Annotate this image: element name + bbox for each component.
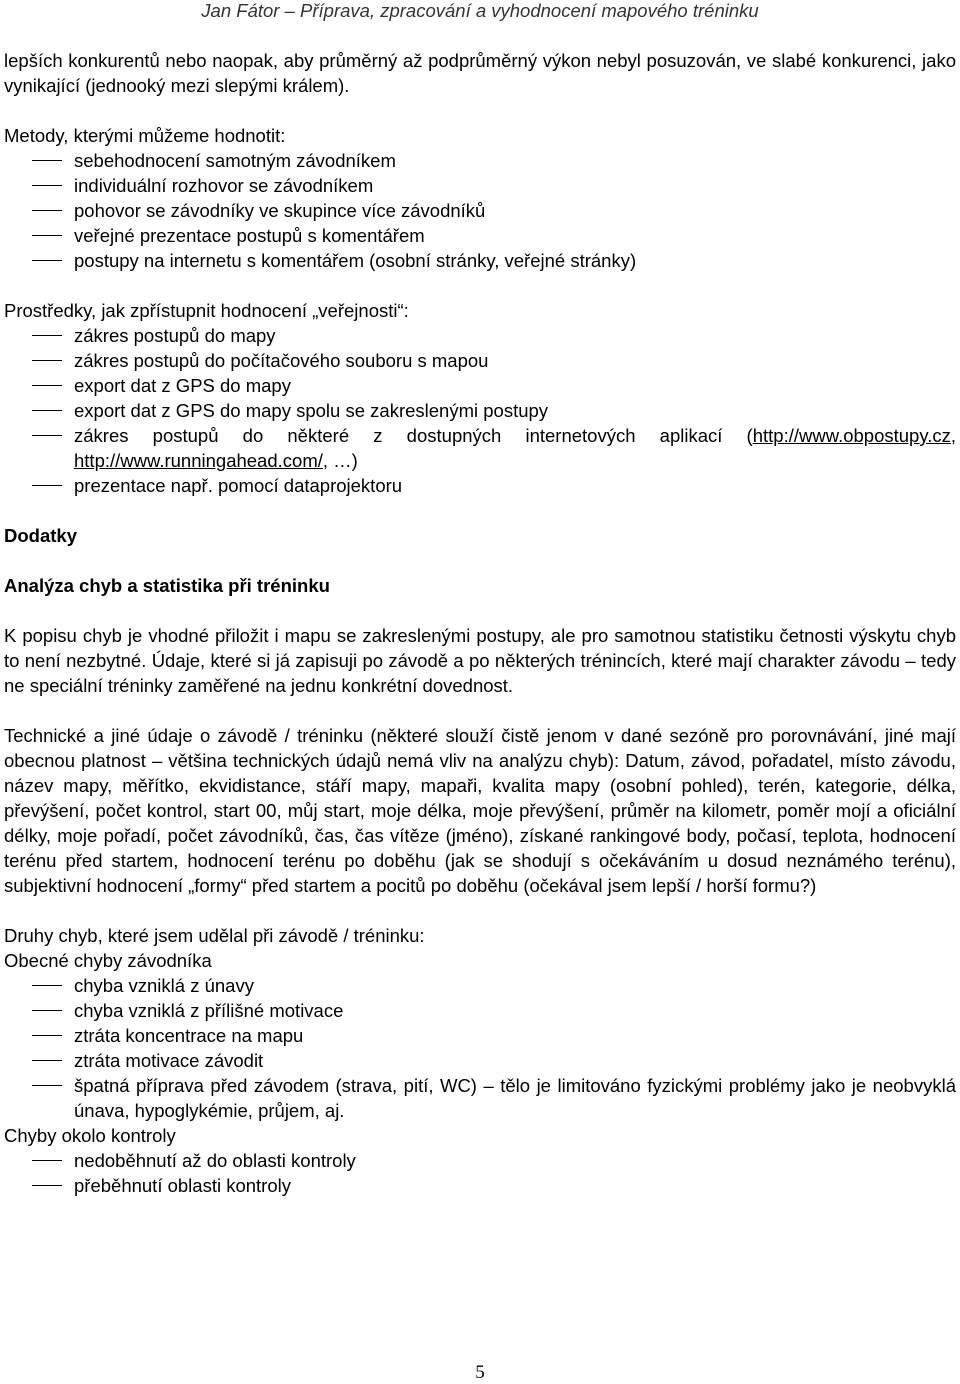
general-errors-list — [4, 973, 956, 1123]
appendix-heading: Dodatky — [4, 525, 77, 546]
list-item: postupy na internetu s komentářem (osobní stránky, veřejné stránky) — [4, 248, 956, 273]
list-item: chyba vzniklá z přílišné motivace — [4, 998, 956, 1023]
means-list — [4, 323, 956, 498]
list-item: sebehodnocení samotným závodníkem — [4, 148, 956, 173]
list-item: export dat z GPS do mapy spolu se zakreslenými postupy — [4, 398, 956, 423]
methods-title: Metody, kterými můžeme hodnotit: — [4, 125, 286, 146]
list-item: individuální rozhovor se závodníkem — [4, 173, 956, 198]
apps-suffix: , …) — [322, 450, 358, 471]
document-body — [4, 48, 956, 1198]
analysis-heading: Analýza chyb a statistika při tréninku — [4, 575, 330, 596]
methods-list — [4, 148, 956, 273]
general-errors-title: Obecné chyby závodníka — [4, 950, 212, 971]
list-item-apps — [4, 423, 956, 473]
analysis-paragraph-2: Technické a jiné údaje o závodě / tréninku (některé slouží čistě jenom v dané sezóně pro porovnávání, jiné mají obecnou platnost – většina technických údajů nemá vliv na analýzu chyb): Datum, závod, pořadatel, místo závodu, název mapy, měřítko, ekvidistance, stáří mapy, mapaři, kvalita mapy (osobní pohled), terén, kategorie, délka, převýšení, počet kontrol, start 00, můj start, moje délka, moje převýšení, průměr na kilometr, poměr mojí a oficiální délky, moje pořadí, počet závodníků, čas, čas vítěze (jméno), získané rankingové body, počasí, teplota, hodnocení terénu před startem, hodnocení terénu po doběhu (jak se shodují s očekáváním u dosud neznámého terénu), subjektivní hodnocení „formy“ před startem a pocitů po doběhu (očekával jsem lepší / horší formu?) — [4, 725, 956, 896]
list-item: ztráta koncentrace na mapu — [4, 1023, 956, 1048]
list-item: ztráta motivace závodit — [4, 1048, 956, 1073]
list-item: chyba vzniklá z únavy — [4, 973, 956, 998]
list-item: přeběhnutí oblasti kontroly — [4, 1173, 956, 1198]
list-item: prezentace např. pomocí dataprojektoru — [4, 473, 956, 498]
intro-paragraph: lepších konkurentů nebo naopak, aby průměrný až podprůměrný výkon nebyl posuzován, ve slabé konkurenci, jako vynikající (jednooký mezi slepými králem). — [4, 50, 956, 96]
list-item: zákres postupů do počítačového souboru s mapou — [4, 348, 956, 373]
control-errors-title: Chyby okolo kontroly — [4, 1125, 176, 1146]
page-header: Jan Fátor – Příprava, zpracování a vyhodnocení mapového tréninku — [201, 0, 759, 21]
control-errors-list — [4, 1148, 956, 1198]
apps-prefix: zákres postupů do některé z dostupných internetových aplikací ( — [74, 425, 753, 446]
list-item: zákres postupů do mapy — [4, 323, 956, 348]
runningahead-link[interactable]: http://www.runningahead.com/ — [74, 450, 323, 471]
analysis-paragraph-1: K popisu chyb je vhodné přiložit i mapu se zakreslenými postupy, ale pro samotnou statistiku četnosti výskytu chyb to není nezbytné. Údaje, které si já zapisuji po závodě a po některých trénincích, které mají charakter závodu – tedy ne speciální tréninky zaměřené na jednu konkrétní dovednost. — [4, 625, 956, 696]
list-item: nedoběhnutí až do oblasti kontroly — [4, 1148, 956, 1173]
obpostupy-link[interactable]: http://www.obpostupy.cz — [752, 425, 951, 446]
list-item: veřejné prezentace postupů s komentářem — [4, 223, 956, 248]
list-item: pohovor se závodníky ve skupince více závodníků — [4, 198, 956, 223]
list-item: export dat z GPS do mapy — [4, 373, 956, 398]
page-number: 5 — [475, 1362, 485, 1383]
list-item: špatná příprava před závodem (strava, pití, WC) – tělo je limitováno fyzickými problémy jako je neobvyklá únava, hypoglykémie, průjem, aj. — [4, 1073, 956, 1123]
apps-separator: , — [950, 425, 956, 446]
errors-title: Druhy chyb, které jsem udělal při závodě / tréninku: — [4, 925, 425, 946]
means-title: Prostředky, jak zpřístupnit hodnocení „veřejnosti“: — [4, 300, 409, 321]
